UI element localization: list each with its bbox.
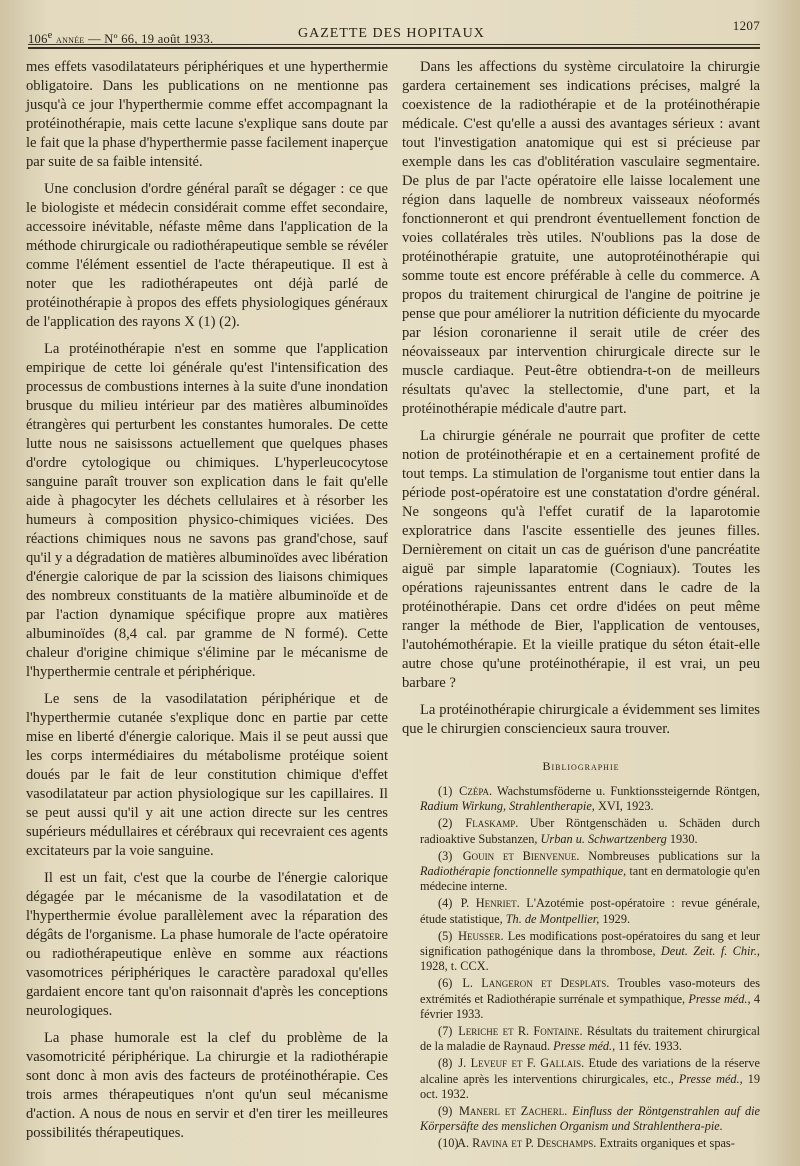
bibliography-entry (402, 896, 760, 926)
ref-text: Etude des variations de la réserve alcaline après les interventions chirurgicales, etc., (420, 1056, 761, 1086)
ref-num: (3) (438, 848, 453, 863)
paragraph: Une conclusion d'ordre général paraît se dégager : ce que le biologiste et médecin considérait comme effet secondaire, accessoire inévitable, néfaste même dans l'application de la méthode chirurgicale ou radiothérapeutique semble se révéler comme l'élément essentiel de l'acte thérapeutique. Il est à noter que les radiothérapeutes ont déjà parlé de protéinothérapie à propos des effets physiologiques généraux de l'application des rayons X (1) (2). (26, 181, 388, 330)
ref-num: (9) (438, 1104, 453, 1119)
ref-author: L. Langeron et Desplats. (462, 976, 610, 991)
right-column (402, 58, 760, 1154)
paragraph: Dans les affections du système circulatoire la chirurgie gardera certainement ses indications précises, malgré la coexistence de la radiothérapie et de la protéinothérapie médicale. C'est qu'elle a aussi des avantages sérieux : avant tout l'investigation anatomique qui est si précieuse par exemple dans les cas d'oblitération vasculaire segmentaire. De plus de par l'acte opératoire elle laisse localement une région dans laquelle de nombreux vaisseaux néoformés fonctionneront et qui prendront éventuellement fonction de voies collatérales très utiles. N'oublions pas la dose de protéinothérapie gratuite, une autoprotéinothérapie qui somme toute est encore préférable à celle du commerce. A propos du traitement chirurgical de l'angine de poitrine je pense que pour améliorer la nutrition déficiente du myocarde par lésion coronarienne il serait utile de créer des néovaisseaux par intervention chirurgicale directe sur le muscle cardiaque. Peut-être obtiendra-t-on de meilleurs résultats qu'avec la stellectomie, d'une part, et la protéinothérapie médicale d'autre part. (402, 59, 760, 417)
ref-ital: Urban u. Schwartzenberg (540, 831, 667, 846)
ref-tail: 4 février 1933. (420, 991, 760, 1021)
ref-text: Nombreuses publications sur la (579, 848, 760, 863)
header-rule (28, 44, 760, 45)
ref-author: Heusser. (458, 928, 504, 943)
bibliography-entry (402, 1024, 760, 1054)
ref-num: (4) (438, 896, 453, 911)
ref-text: L'Azotémie post-opératoire : revue générale, étude statistique, (420, 896, 761, 926)
paragraph: Il est un fait, c'est que la courbe de l'énergie calorique dégagée par le mécanisme de la vasodilatation et de l'hyperthermie évolue parallèlement avec la réparation des dégâts de l'organisme. La phase humorale de l'acte opératoire ou radiothérapeutique enlève en somme aux réactions vasomotrices périphériques le caractère paradoxal qu'elles gardaient encore tant qu'on raisonnait d'après les conceptions neurologiques. (26, 870, 388, 1019)
ref-num: (2) (438, 816, 453, 831)
ref-ital: Radium Wirkung, Strahlentherapie, (420, 799, 595, 814)
paragraph: La phase humorale est la clef du problème de la vasomotricité périphérique. La chirurgie et la radiothérapie sont donc à mon avis des facteurs de protéinothérapie. Ces trois armes thérapeutiques n'ont qu'un seul mécanisme d'action. A nous de nous en servir et d'en tirer les meilleures possibilités thérapeutiques. (26, 1030, 388, 1141)
bibliography-entry (402, 784, 760, 814)
ref-ital: Presse méd., (553, 1039, 616, 1054)
left-column (26, 58, 388, 1145)
ref-author: J. Leveuf et F. Gallais. (458, 1056, 585, 1071)
ref-author: Gouin et Bienvenue. (462, 848, 580, 863)
bibliography-list (402, 784, 760, 1152)
paragraph: Le sens de la vasodilatation périphérique et de l'hyperthermie cutanée s'explique donc en partie par cette mise en liberté d'énergie calorique. Mais il se peut aussi que les corps intermédiaires du métabolisme protéique soient doués par le fait de leur constitution chimique d'effet vasodilatateur par action physiologique sur les capillaires. Il se peut aussi qu'il y ait une action directe sur les centres supérieurs médullaires et cérébraux qui recevraient ces agents excitateurs par la voie sanguine. (26, 691, 388, 859)
ref-ital: Presse méd., (678, 1071, 743, 1086)
issue-info: 106e année — Nº 66, 19 août 1933. (28, 30, 214, 47)
ref-ital: Deut. Zeit. f. Chir., (660, 944, 761, 959)
ref-num: (7) (438, 1024, 453, 1039)
ref-author: Manerl et Zacherl. (458, 1104, 568, 1119)
paragraph: mes effets vasodilatateurs périphériques et une hyperthermie obligatoire. Dans les publications on ne mentionne pas jusqu'à ce jour l'hyperthermie comme effet accompagnant la protéinothérapie, mais cette lacune s'explique sans doute par le fait que la phase d'hyperthermie passe facilement inaperçue par suite de sa faible intensité. (26, 59, 388, 170)
ref-num: (6) (438, 976, 453, 991)
ref-text: Extraits organiques et spas- (596, 1136, 735, 1151)
bibliography-entry (402, 976, 760, 1022)
ref-tail: tant en dermatologie qu'en médecine interne. (420, 864, 760, 894)
ref-tail: 1928, t. CCX. (420, 959, 489, 974)
ref-tail: 1930. (666, 831, 698, 846)
ref-text: Wachstumsföderne u. Funktionssteigernde Röntgen, (492, 784, 760, 798)
bibliography-entry (402, 1056, 760, 1102)
ref-tail: 1929. (599, 911, 631, 926)
ref-text: Résultats du traitement chirurgical de la maladie de Raynaud. (420, 1024, 760, 1054)
bibliography-entry (402, 816, 760, 846)
bibliography-entry (402, 1136, 760, 1151)
header-rule-thick (28, 47, 760, 49)
bibliography-entry (402, 929, 760, 975)
ref-ital: Presse méd., (688, 991, 751, 1006)
running-header (28, 14, 760, 47)
ref-ital: Radiothérapie fonctionnelle sympathique, (420, 864, 627, 879)
paragraph: La protéinothérapie n'est en somme que l'application empirique de cette loi générale qu'est l'intensification des processus de combustions internes à la suite d'une inondation brusque du milieu intérieur par des matières albuminoïdes étrangères qui perturbent les constantes humorales. De cette lutte nous ne saisissons actuellement que quelques phases d'ordre cytologique ou chimiques. L'hyperleucocytose sanguine paraît trouver son explication dans le fait qu'elle aide à phagocyter les déchets cellulaires et à résorber les humeurs à composition physico-chimiques viciées. Des réactions chimiques nous ne savons pas grand'chose, sauf qu'il y a dégradation de matières albuminoïdes avec libération d'énergie calorique de par la scission des liaisons chimiques des nombreux constituants de la matière albuminoïde et de par l'action dynamique spécifique propre aux matières albuminoïdes (8,4 cal. par gramme de N formé). Cette chaleur d'origine chimique s'élimine par le mécanisme de l'hyperthermie centrale et périphérique. (26, 341, 388, 680)
ref-author: A. Ravina et P. Deschamps. (457, 1136, 597, 1151)
bibliography-title: Bibliographie (542, 759, 620, 773)
ref-text: Uber Röntgenschäden u. Schäden durch radioaktive Substanzen, (420, 816, 760, 846)
ref-text: Troubles vaso-moteurs des extrémités et Radiothérapie surrénale et sympathique, (420, 976, 760, 1006)
page-number: 1207 (732, 18, 760, 33)
ref-tail: 11 fév. 1933. (615, 1039, 682, 1054)
ref-tail: 19 oct. 1932. (420, 1071, 760, 1101)
bibliography-entry (402, 1104, 760, 1134)
ref-ital: Th. de Montpellier, (505, 911, 600, 926)
ref-author: P. Henriet. (460, 896, 520, 911)
ref-author: Leriche et R. Fontaine. (458, 1024, 583, 1039)
ref-num: (8) (438, 1056, 453, 1071)
ref-num: (1) (438, 784, 453, 798)
journal-title: GAZETTE DES HOPITAUX (298, 26, 485, 41)
ref-text: Les modifications post-opératoires du sang et leur signification pathogénique dans la thrombose, (420, 928, 760, 959)
bibliography-entry (402, 849, 760, 895)
ref-author: Flaskamp. (465, 816, 519, 831)
paragraph: La protéinothérapie chirurgicale a évidemment ses limites que le chirurgien consciencieux saura trouver. (402, 702, 760, 737)
ref-ital: Einfluss der Röntgenstrahlen auf die Körpersäfte des menslichen Organism und Strahlenthera-pie. (420, 1104, 761, 1134)
ref-num: (5) (438, 928, 453, 943)
ref-num: (10) (438, 1136, 459, 1151)
ref-tail: XVI, 1923. (594, 799, 654, 814)
paragraph: La chirurgie générale ne pourrait que profiter de cette notion de protéinothérapie et en a certainement profité de tout temps. La stimulation de l'organisme tout entier dans la période post-opératoire est une constatation d'ordre général. Ne songeons qu'à l'effet curatif de la laparotomie exploratrice dans l'ascite essentielle des jeunes filles. Dernièrement on citait un cas de guérison d'une pancréatite aiguë par simple laparatomie (Cogniaux). Toutes les opérations rajeunissantes entrent dans le cadre de la protéinothérapie. Dans cet ordre d'idées on peut même ranger la méthode de Bier, l'application de ventouses, l'autohémothérapie. Et la vieille pratique du séton était-elle autre chose qu'une protéinothérapie, il est vrai, un peu barbare ? (402, 428, 760, 691)
ref-author: Czépa. (459, 784, 493, 798)
